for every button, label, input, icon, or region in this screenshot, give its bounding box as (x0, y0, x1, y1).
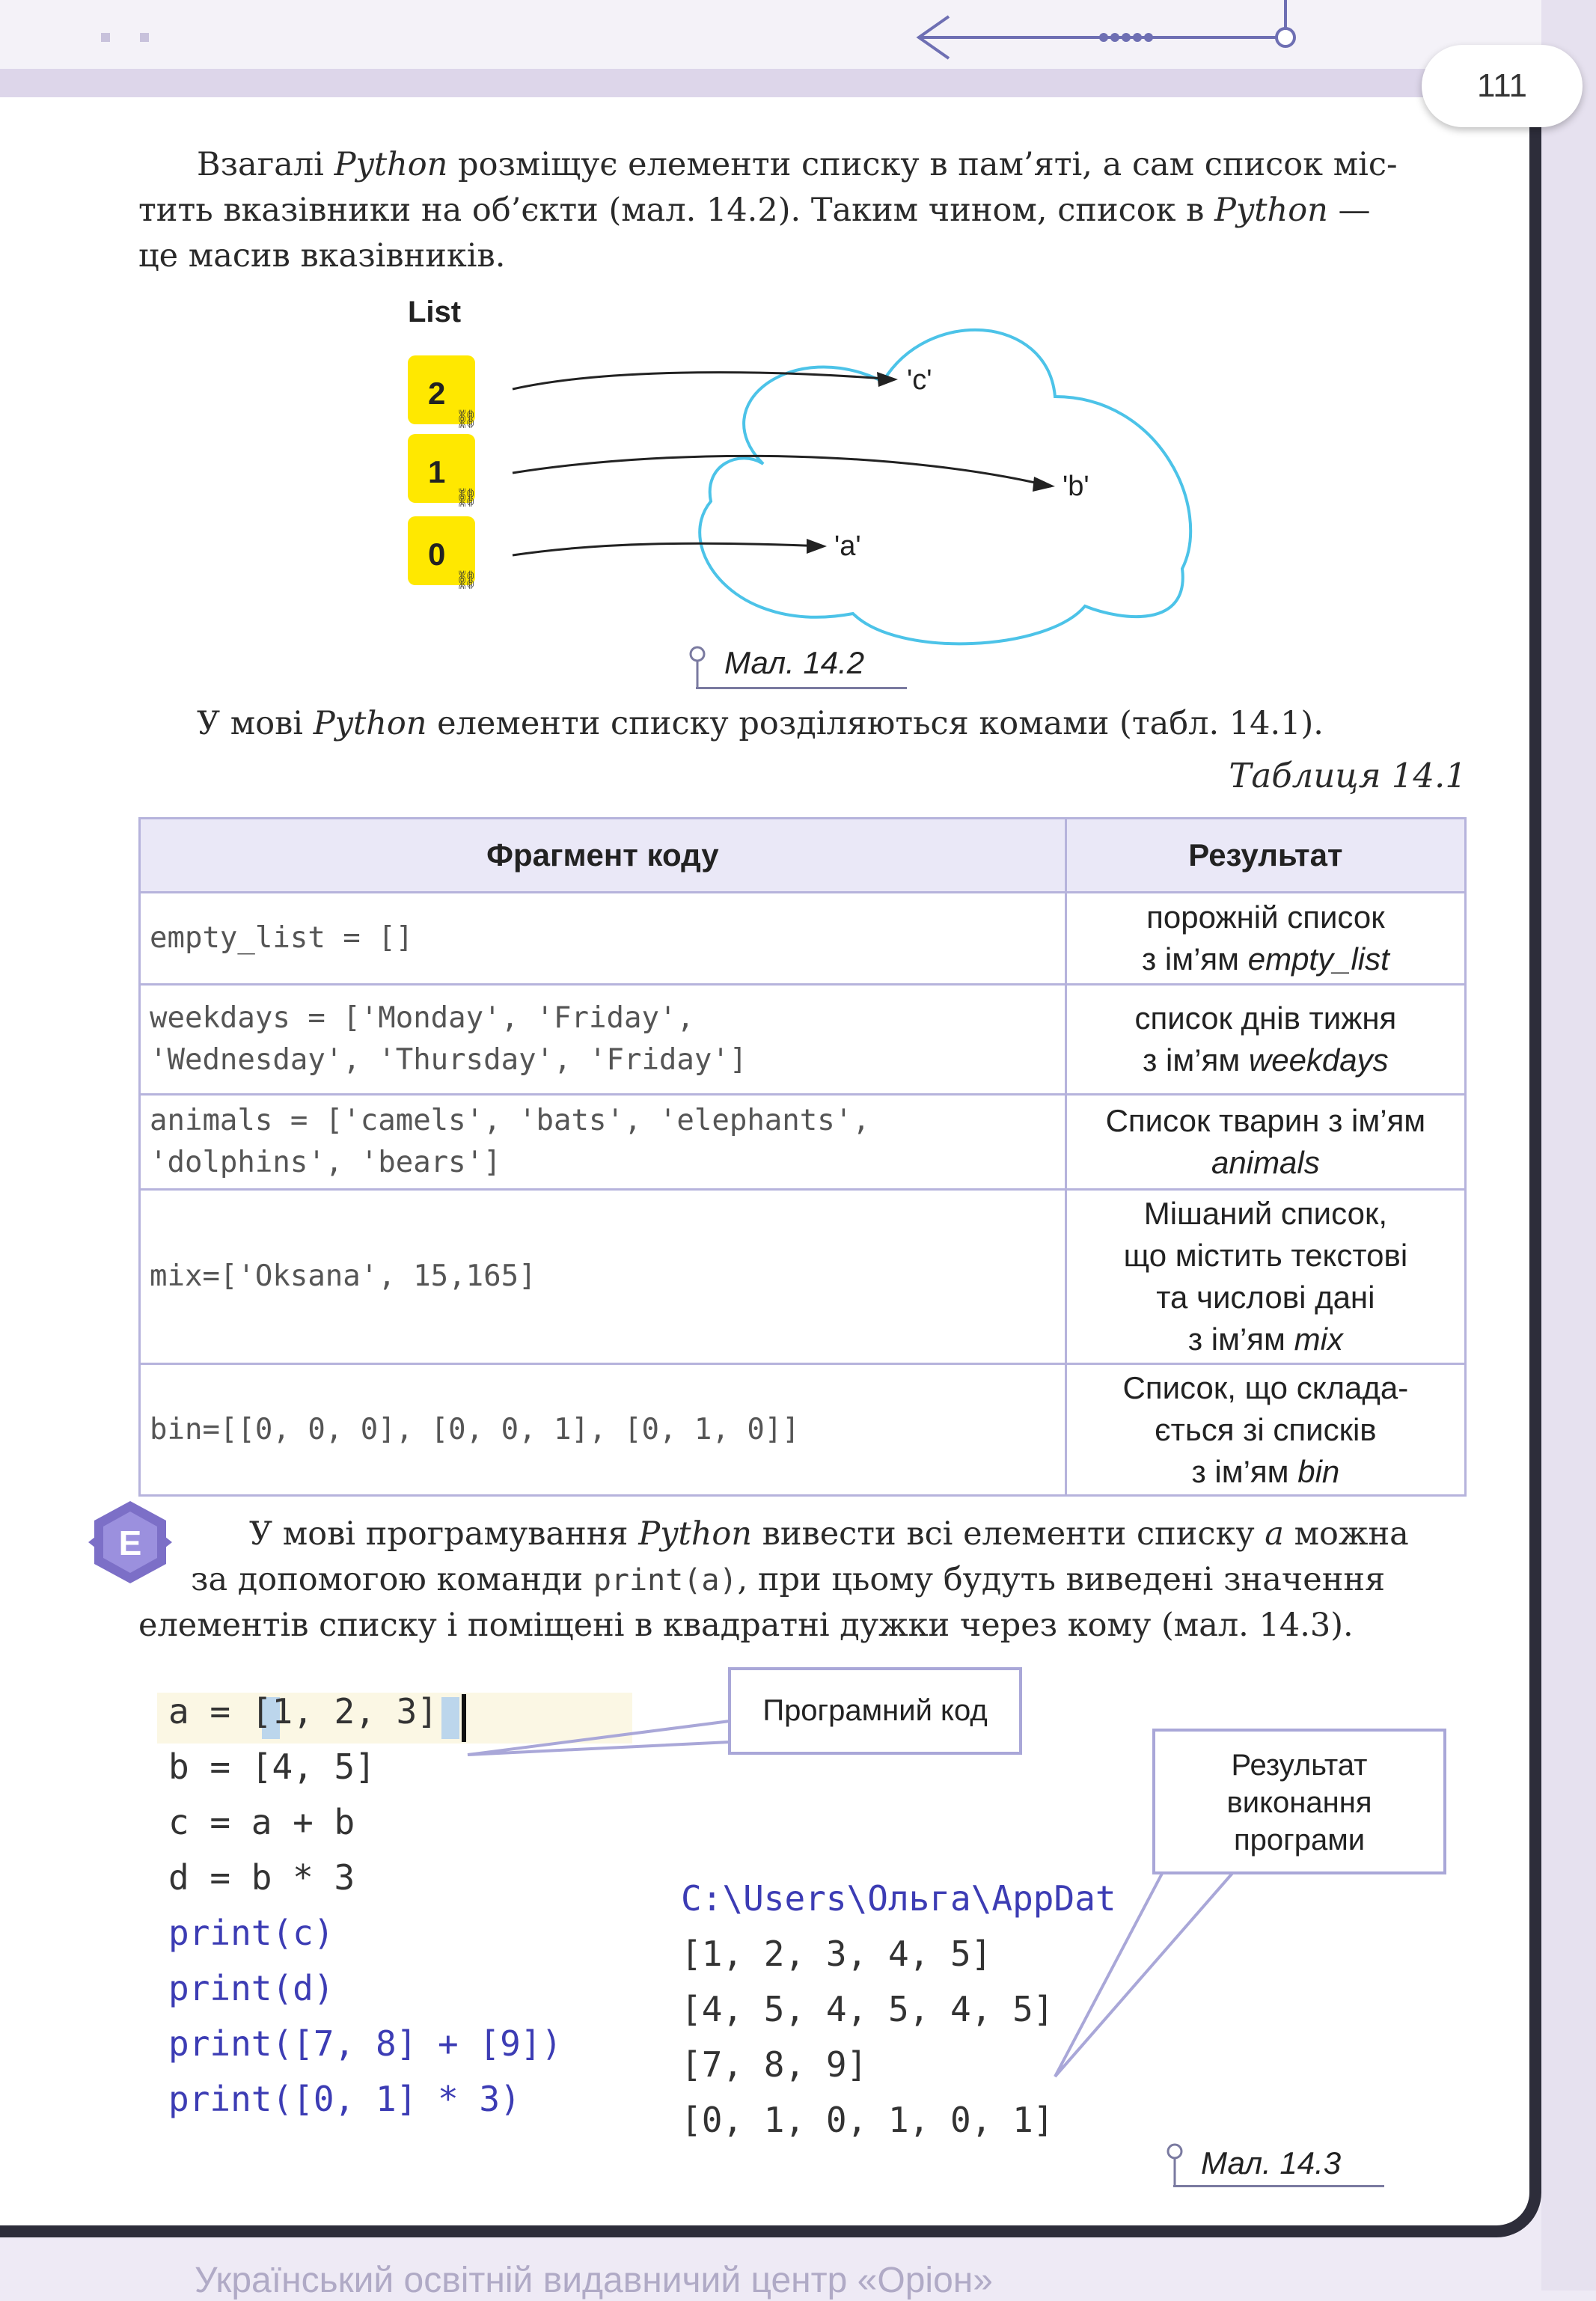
badge-letter: E (118, 1524, 142, 1562)
right-margin-strip (1541, 0, 1596, 2291)
target-b: 'b' (1063, 471, 1089, 502)
list-index: 0 (428, 537, 446, 572)
paragraph-3-line-3: елементів списку і поміщені в квадратні дужки через кому (мал. 14.3). (138, 1607, 1354, 1644)
pointer-arrow-c (513, 373, 894, 389)
code-cell: animals = ['camels', 'bats', 'elephants', 'dolphins', 'bears'] (140, 1095, 1066, 1190)
code-line: print([7, 8] + [9]) (168, 2023, 563, 2064)
header-arrow-node (1277, 28, 1294, 46)
target-a: 'a' (834, 531, 861, 562)
output-line: [7, 8, 9] (681, 2044, 868, 2085)
header-dot (140, 33, 149, 42)
page-number: 111 (1422, 45, 1583, 127)
code-cell: bin=[[0, 0, 0], [0, 0, 1], [0, 1, 0]] (140, 1364, 1066, 1496)
output-line: [0, 1, 0, 1, 0, 1] (681, 2100, 1054, 2140)
table-row (140, 985, 1466, 1095)
list-cell-2 (408, 355, 477, 430)
code-line: print(d) (168, 1968, 334, 2008)
table-row (140, 1095, 1466, 1190)
header-dot (101, 33, 110, 42)
code-cell: empty_list = [] (140, 893, 1066, 985)
table-title: Таблиця 14.1 (1229, 756, 1467, 795)
caption-underline (696, 687, 907, 689)
code-line: b = [4, 5] (168, 1747, 376, 1787)
figure-caption-14-3: Мал. 14.3 (1201, 2145, 1342, 2181)
code-line: a = [1, 2, 3] (168, 1691, 438, 1732)
table-row (140, 1190, 1466, 1364)
link-icon: ⛓ (455, 569, 478, 590)
target-c: 'c' (907, 364, 932, 396)
caption-underline (1173, 2185, 1384, 2187)
paragraph-2: У мові Python елементи списку розділяються комами (табл. 14.1). (197, 705, 1324, 742)
result-cell: список днів тижня з ім’ям weekdays (1065, 985, 1465, 1095)
callout-program-code: Програмний код (728, 1667, 1022, 1755)
output-line: [4, 5, 4, 5, 4, 5] (681, 1989, 1054, 2029)
extra-material-badge-icon (88, 1498, 172, 1586)
list-label: List (408, 296, 462, 329)
output-path: C:\Users\Ольга\AppDat (681, 1878, 1116, 1919)
header-code: Фрагмент коду (140, 819, 1066, 893)
intro-line-2: тить вказівники на об’єкти (мал. 14.2). Таким чином, список в Python — (138, 192, 1371, 229)
table-row (140, 893, 1466, 985)
header-result: Результат (1065, 819, 1465, 893)
paragraph-3-line-1: У мові програмування Python вивести всі елементи списку a можна (249, 1515, 1409, 1553)
publisher-footer: Український освітній видавничий центр «Оріон» (195, 2261, 993, 2300)
code-line: c = a + b (168, 1802, 355, 1842)
list-index: 1 (428, 454, 446, 489)
list-cell-1 (408, 434, 477, 508)
caption-pin-icon (687, 645, 709, 690)
program-code (168, 1684, 562, 2127)
code-table (138, 817, 1467, 1497)
intro-line-3: це масив вказівників. (138, 237, 506, 275)
figure-list-pointers (374, 284, 1235, 703)
header-ornament (0, 0, 1596, 82)
intro-line-1: Взагалі Python розміщує елементи списку в пам’яті, а сам список міс- (197, 146, 1398, 183)
code-line: print(c) (168, 1913, 334, 1953)
link-icon: ⛓ (455, 487, 478, 508)
pointer-arrow-a (513, 543, 823, 555)
link-icon: ⛓ (455, 409, 478, 430)
code-cell: weekdays = ['Monday', 'Friday', 'Wednesday', 'Thursday', 'Friday'] (140, 985, 1066, 1095)
callout-result: Результат виконання програми (1152, 1729, 1446, 1874)
list-cell-0 (408, 516, 477, 590)
code-line: d = b * 3 (168, 1857, 355, 1898)
caption-pin-icon (1164, 2142, 1187, 2187)
result-cell: Список тварин з ім’ям animals (1065, 1095, 1465, 1190)
program-output (681, 1871, 1116, 2148)
figure-caption-14-2: Мал. 14.2 (724, 645, 865, 680)
output-line: [1, 2, 3, 4, 5] (681, 1934, 992, 1974)
pointer-arrow-b (513, 456, 1051, 486)
list-index: 2 (428, 376, 446, 411)
code-cell: mix=['Oksana', 15,165] (140, 1190, 1066, 1364)
result-cell: Мішаний список, що містить текстові та числові дані з ім’ям mix (1065, 1190, 1465, 1364)
code-line: print([0, 1] * 3) (168, 2079, 521, 2119)
result-cell: Список, що склада- ється зі списків з ім’ям bin (1065, 1364, 1465, 1496)
table-row (140, 1364, 1466, 1496)
table-header-row (140, 819, 1466, 893)
paragraph-3-line-2: за допомогою команди print(a), при цьому будуть виведені значення (191, 1561, 1386, 1598)
result-cell: порожній список з ім’ям empty_list (1065, 893, 1465, 985)
memory-cloud (700, 330, 1190, 644)
